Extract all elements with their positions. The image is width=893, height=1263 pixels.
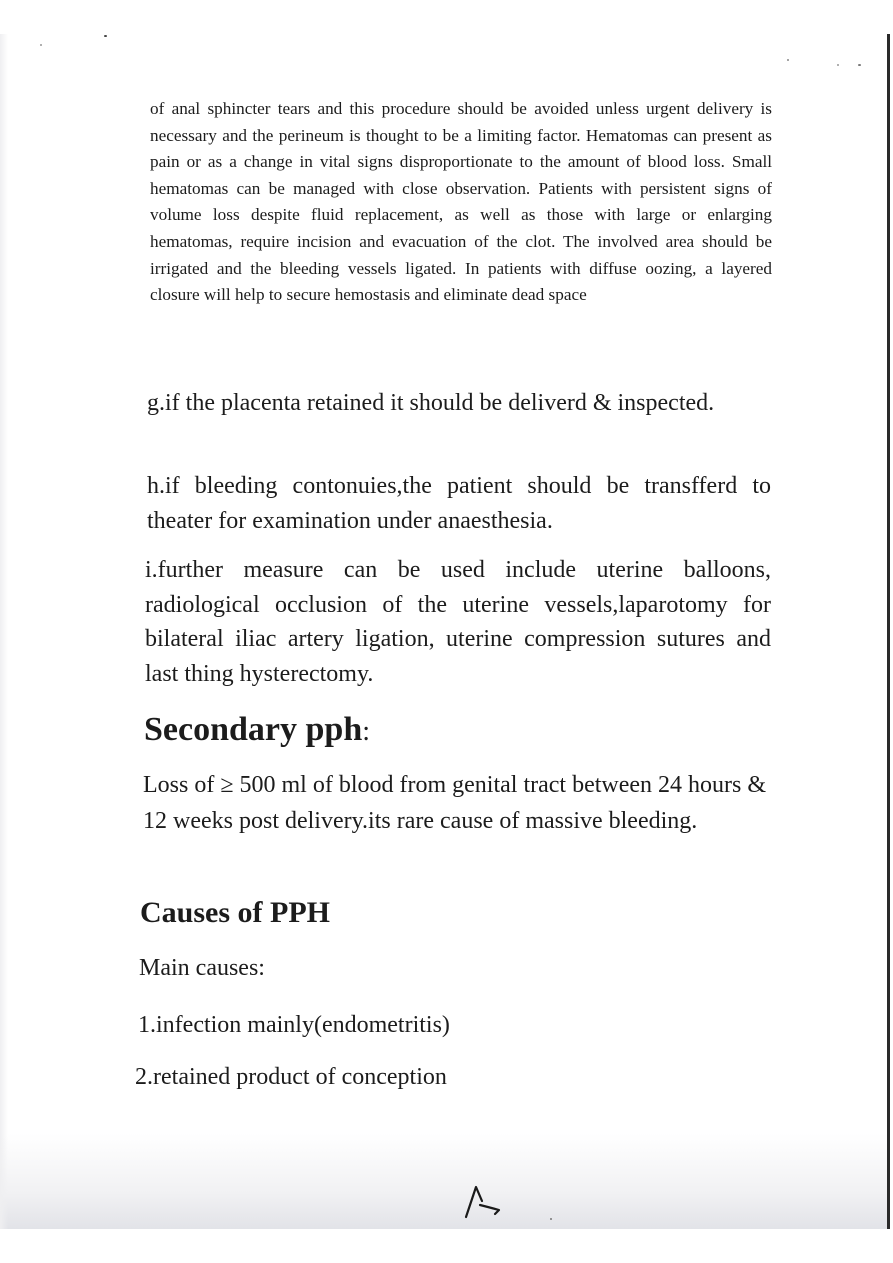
scan-speck — [837, 64, 839, 66]
scan-speck — [858, 64, 861, 66]
step-i-paragraph: i.further measure can be used include uterine balloons, radiological occlusion of the uterine vessels,laparotomy for bilateral iliac artery ligation, uterine compression sutures and last thing hysterectomy. — [145, 557, 771, 687]
secondary-pph-definition: Loss of ≥ 500 ml of blood from genital tract between 24 hours & 12 weeks post delivery.its rare cause of massive bleeding. — [143, 772, 767, 834]
handwritten-page-mark-icon — [462, 1183, 504, 1221]
scan-right-edge — [887, 34, 890, 1229]
secondary-pph-heading-text: Secondary pph — [144, 711, 363, 748]
scan-speck — [550, 1218, 552, 1220]
scan-left-shadow — [0, 34, 8, 1229]
scan-top-margin — [0, 0, 893, 34]
scan-bottom-margin — [0, 1229, 893, 1263]
step-g-paragraph: g.if the placenta retained it should be deliverd & inspected. — [147, 390, 715, 416]
main-causes-label: Main causes: — [139, 955, 265, 981]
secondary-pph-heading — [144, 710, 370, 752]
cause-list-item: 1.infection mainly(endometritis) — [138, 1012, 450, 1038]
intro-paragraph: of anal sphincter tears and this procedure should be avoided unless urgent delivery is necessary and the perineum is thought to be a limiting factor. Hematomas can present as pain or as a change in vital signs disproportionate to the amount of blood loss. Small hematomas can be managed with close observation. Patients with persistent signs of volume loss despite fluid replacement, as well as those with large or enlarging hematomas, require incision and evacuation of the clot. The involved area should be irrigated and the bleeding vessels ligated. In patients with diffuse oozing, a layered closure will help to secure hemostasis and eliminate dead space — [150, 99, 772, 305]
secondary-pph-heading-colon: : — [362, 716, 371, 747]
cause-list-item: 2.retained product of conception — [135, 1064, 447, 1090]
scan-speck — [104, 35, 107, 37]
step-h-paragraph: h.if bleeding contonuies,the patient should be transfferd to theater for examination under anaesthesia. — [147, 473, 771, 534]
scan-speck — [40, 44, 42, 46]
causes-heading: Causes of PPH — [140, 896, 330, 929]
scan-speck — [787, 59, 789, 61]
